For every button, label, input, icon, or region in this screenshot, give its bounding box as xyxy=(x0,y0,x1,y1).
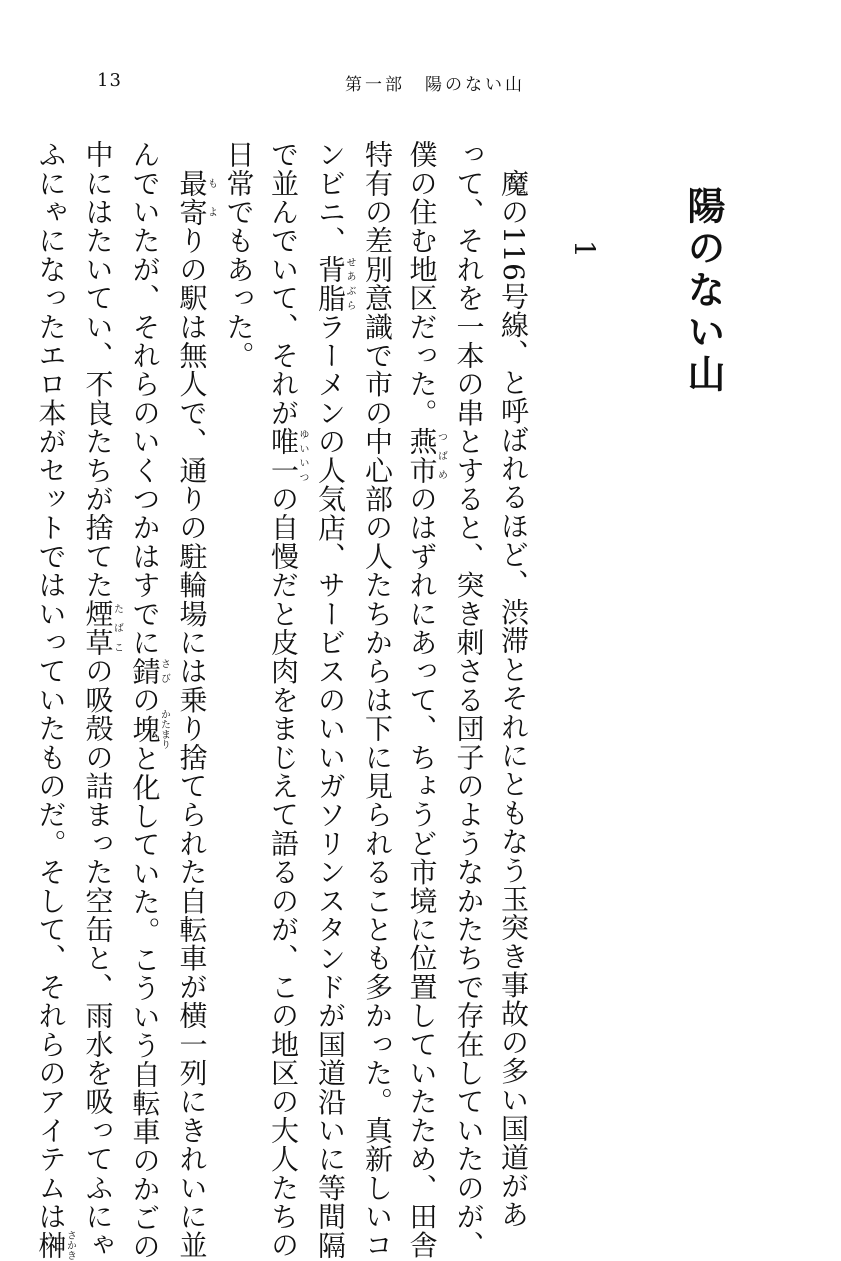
text-line: で並んでいて、それが唯一ゆいいつの自慢だと皮肉をまじえて語るのが、この地区の大人たちの xyxy=(267,140,308,1260)
chapter-title: 陽のない山 xyxy=(681,186,726,396)
ruby-annotation: つばめ xyxy=(435,427,447,485)
text-line: ンビニ、背脂せあぶらラーメンの人気店、サービスのいいガソリンスタンドが国道沿いに等間隔 xyxy=(314,140,355,1260)
text-line: 僕の住む地区だった。燕市つばめのはずれにあって、ちょうど市境に位置していたため、田舎 xyxy=(405,140,447,1260)
text-line: って、それを一本の串とすると、突き刺さる団子のようなかたちで存在していたのが、 xyxy=(452,140,486,1260)
ruby-annotation: たばこ xyxy=(111,599,123,657)
text-line: 魔の116号線、と呼ばれるほど、渋滞とそれにともなう玉突き事故の多い国道があ xyxy=(497,140,530,1229)
text-line: 中にはたいてい、不良たちが捨てた煙草たばこの吸殻の詰まった空缶と、雨水を吸ってふにゃ xyxy=(81,140,123,1260)
chapter-number: 1 xyxy=(568,240,601,258)
ruby-annotation: もよ xyxy=(205,168,217,227)
running-header: 第一部 陽のない山 xyxy=(345,75,525,95)
ruby-annotation: かたまり xyxy=(158,709,170,750)
ruby-annotation: ゆいいつ xyxy=(297,427,308,485)
page-number: 13 xyxy=(97,70,122,91)
body-text xyxy=(34,140,535,1261)
text-line: ふにゃになったエロ本がセットではいっていたものだ。そして、それらのアイテムは榊さかき xyxy=(34,140,76,1260)
text-line: 最寄もよりの駅は無人で、通りの駐輪場には乗り捨てられた自転車が横一列にきれいに並 xyxy=(175,168,217,1260)
ruby-annotation: せあぶら xyxy=(344,254,355,313)
text-line: んでいたが、それらのいくつかはすでに錆さびの塊かたまりと化していた。こういう自転車のかごの xyxy=(128,140,170,1261)
ruby-annotation: さび xyxy=(158,656,170,686)
text-line: 特有の差別意識で市の中心部の人たちからは下に見られることも多かった。真新しいコ xyxy=(361,140,394,1260)
ruby-annotation: さかき xyxy=(64,1229,76,1260)
text-line: 日常でもあった。 xyxy=(222,140,256,370)
